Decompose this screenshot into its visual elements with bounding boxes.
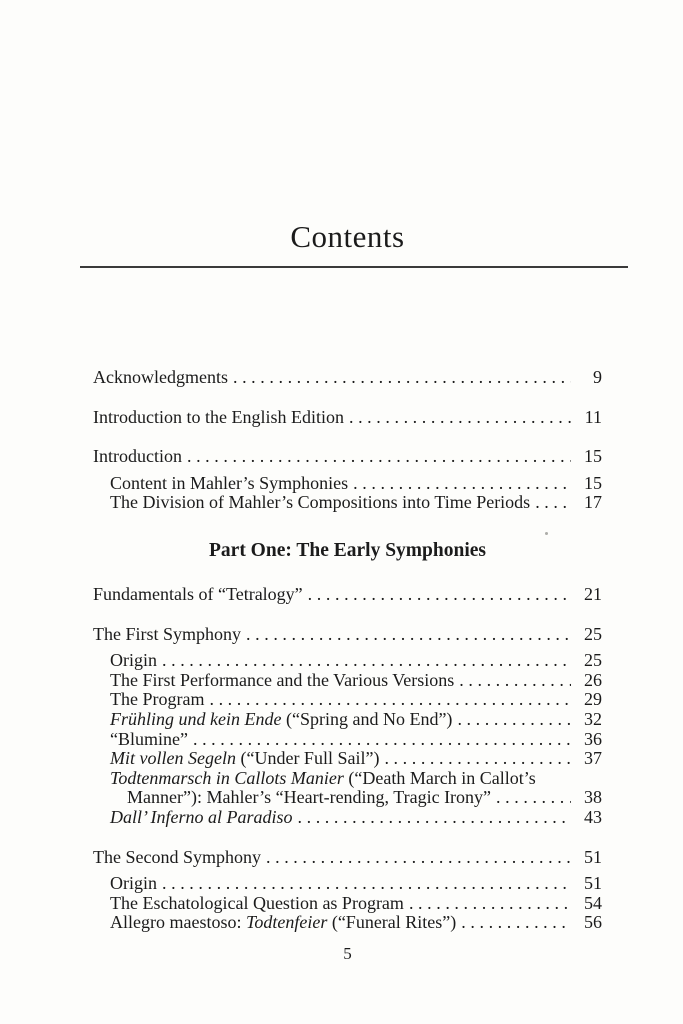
- toc-entry-label: Mit vollen Segeln (“Under Full Sail”): [110, 748, 380, 769]
- dot-leader: [530, 493, 571, 513]
- toc-row: [93, 447, 602, 467]
- page-title: Contents: [290, 219, 405, 254]
- toc-page-number: 15: [584, 472, 602, 493]
- dot-leader: [157, 651, 571, 671]
- toc-page-number: 56: [584, 912, 602, 933]
- toc-row: [93, 493, 602, 513]
- toc-page-number: 25: [584, 650, 602, 671]
- toc-entry-label: The Eschatological Question as Program: [110, 892, 404, 913]
- toc-list: [93, 368, 602, 933]
- toc-page-number: 21: [584, 583, 602, 604]
- toc-entry-label: The Second Symphony: [93, 846, 261, 867]
- toc-page-number: 37: [584, 748, 602, 769]
- toc-row: [93, 769, 602, 789]
- toc-entry-label: Dall’ Inferno al Paradiso: [110, 806, 293, 827]
- toc-page-number: 51: [584, 873, 602, 894]
- toc-page-number: 29: [584, 689, 602, 710]
- toc-row: [93, 848, 602, 868]
- toc-row: [93, 788, 602, 808]
- toc-page-number: 11: [584, 406, 602, 427]
- toc-page-number: 51: [584, 846, 602, 867]
- toc-page-number: 17: [584, 492, 602, 513]
- toc-row: [93, 625, 602, 645]
- toc-page-number: 25: [584, 623, 602, 644]
- toc-entry-label: Origin: [110, 873, 157, 894]
- toc-entry-label: Todtenmarsch in Callots Manier (“Death March in Callot’s: [110, 767, 536, 788]
- title-rule: [80, 266, 628, 268]
- toc-entry-label: Content in Mahler’s Symphonies: [110, 472, 349, 493]
- dot-leader: [228, 368, 571, 388]
- toc-page-number: 54: [584, 892, 602, 913]
- toc-row: [93, 408, 602, 428]
- toc-page-number: 9: [593, 367, 602, 387]
- toc-row: [93, 474, 602, 494]
- toc-entry-label: “Blumine”: [110, 728, 188, 749]
- dot-leader: [404, 894, 571, 914]
- toc-row: [93, 808, 602, 828]
- toc-entry-label: Allegro maestoso: Todtenfeier (“Funeral Rites”): [110, 912, 457, 933]
- toc-page-number: 43: [584, 806, 602, 827]
- toc-row: [93, 749, 602, 769]
- scan-speck: [545, 532, 548, 535]
- dot-leader: [261, 848, 571, 868]
- toc-row: [93, 913, 602, 933]
- toc-row: [93, 651, 602, 671]
- dot-leader: [182, 447, 571, 467]
- toc-page-number: 36: [584, 728, 602, 749]
- toc-row: [93, 690, 602, 710]
- toc-row: [93, 730, 602, 750]
- dot-leader: [303, 585, 571, 605]
- dot-leader: [241, 625, 571, 645]
- toc-entry-label: The Program: [110, 689, 205, 710]
- dot-leader: [348, 474, 571, 494]
- toc-entry-label: Manner”): Mahler’s “Heart-rending, Tragic Irony”: [127, 787, 492, 808]
- toc-entry-label: Introduction to the English Edition: [93, 406, 344, 427]
- toc-entry-label: Frühling und kein Ende (“Spring and No End”): [110, 708, 453, 729]
- dot-leader: [188, 730, 571, 750]
- toc-row: [93, 671, 602, 691]
- toc-entry-label: Introduction: [93, 446, 182, 467]
- dot-leader: [456, 913, 571, 933]
- toc-row: [93, 710, 602, 730]
- toc-entry-label: The First Symphony: [93, 623, 242, 644]
- dot-leader: [379, 749, 571, 769]
- toc-entry-label: Fundamentals of “Tetralogy”: [93, 583, 303, 604]
- dot-leader: [454, 671, 571, 691]
- toc-row: [93, 894, 602, 914]
- toc-entry-label: The First Performance and the Various Versions: [110, 669, 455, 690]
- toc-page-number: 32: [584, 708, 602, 729]
- toc-entry-label: Origin: [110, 650, 157, 671]
- footer-page-number: 5: [343, 943, 352, 963]
- dot-leader: [344, 408, 571, 428]
- toc-row: [93, 585, 602, 605]
- dot-leader: [452, 710, 571, 730]
- toc-row: [93, 874, 602, 894]
- toc-entry-label: Acknowledgments: [93, 367, 228, 387]
- toc-page-number: 26: [584, 669, 602, 690]
- dot-leader: [204, 690, 571, 710]
- toc-entry-label: The Division of Mahler’s Compositions into Time Periods: [110, 492, 531, 513]
- dot-leader: [157, 874, 571, 894]
- toc-row: [93, 368, 602, 388]
- dot-leader: [491, 788, 571, 808]
- toc-page-number: 15: [584, 446, 602, 467]
- toc-page-number: 38: [584, 787, 602, 808]
- part-heading: Part One: The Early Symphonies: [209, 539, 486, 561]
- dot-leader: [293, 808, 572, 828]
